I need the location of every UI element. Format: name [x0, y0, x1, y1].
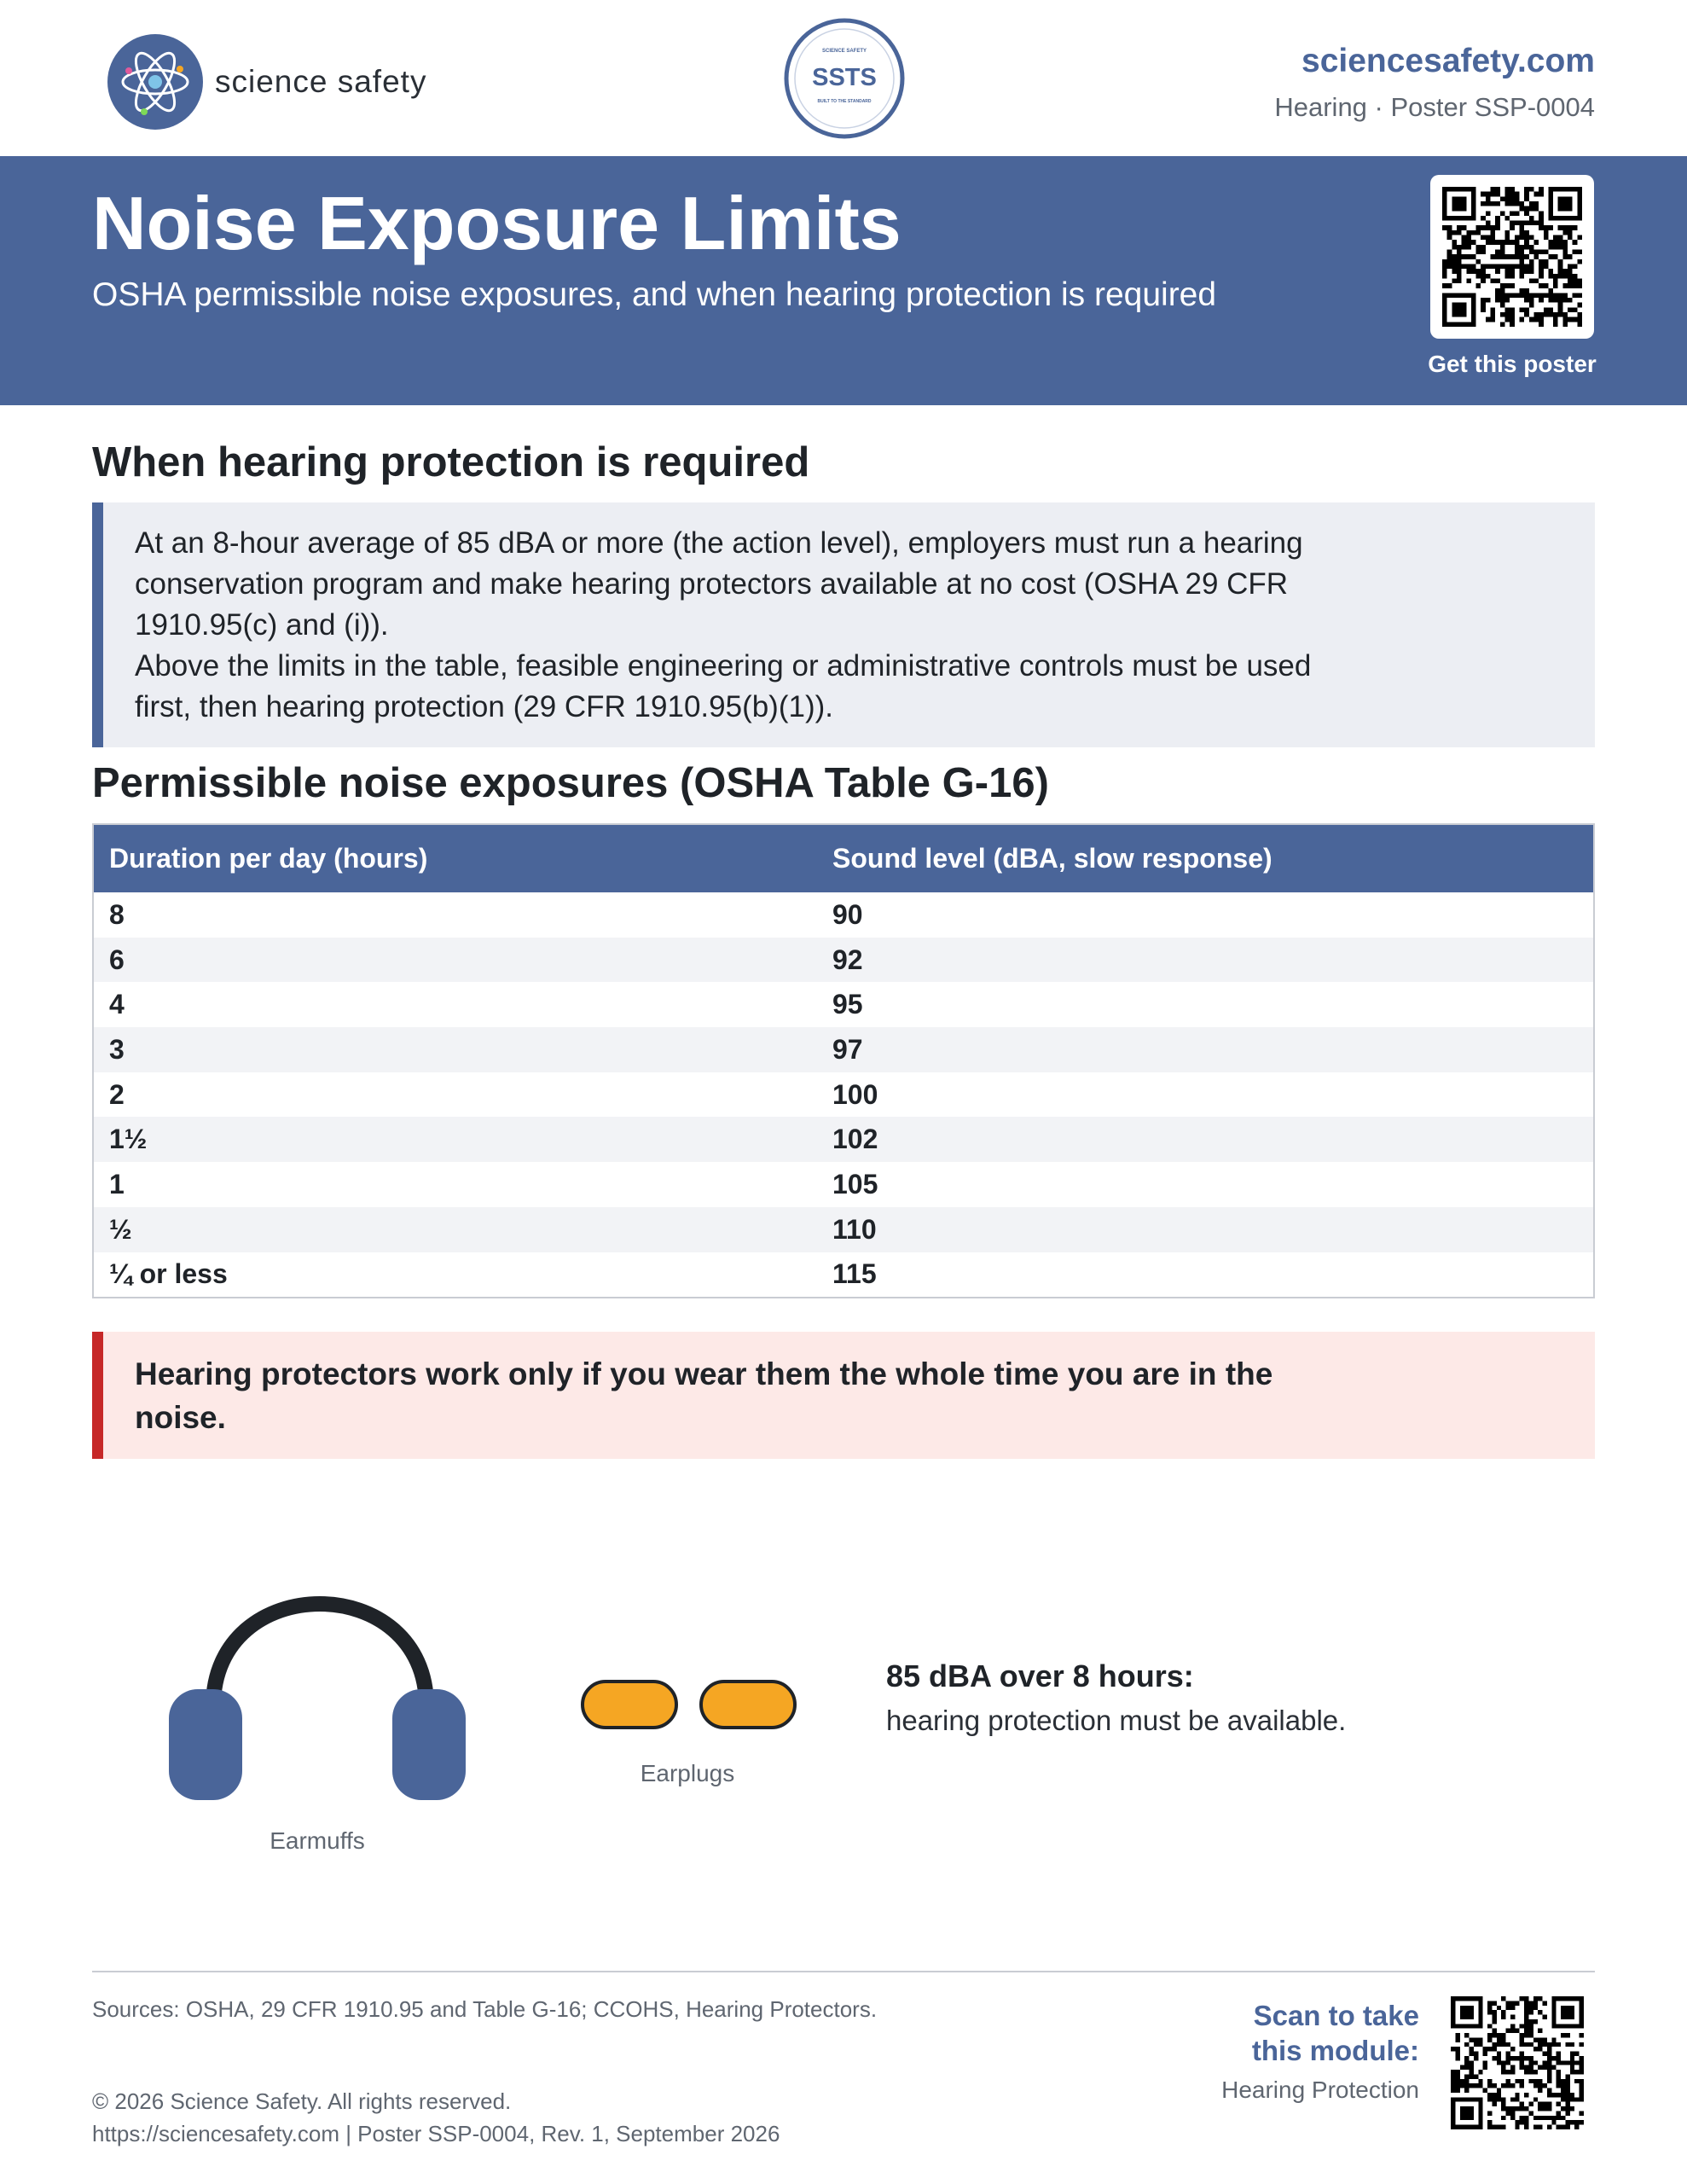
earplugs-label: Earplugs: [640, 1760, 735, 1786]
sound-level-cell: 95: [832, 989, 863, 1020]
seal-top-text: SCIENCE SAFETY: [821, 49, 867, 54]
duration-cell: ¼ or less: [109, 1258, 228, 1290]
earmuffs-label: Earmuffs: [270, 1827, 365, 1854]
noise-exposure-table: [92, 823, 1595, 1298]
protection-paragraph-1: At an 8-hour average of 85 dBA or more (the action level), employers must run a hearing conservation program and make hearing protectors available at no cost (OSHA 29 CFR 1910.95(c) and (i)).: [135, 526, 1303, 642]
copyright-text: © 2026 Science Safety. All rights reserved.: [92, 2088, 512, 2114]
ssts-seal: [784, 18, 905, 139]
duration-cell: 6: [109, 944, 125, 975]
action-level-callout: [886, 1658, 1346, 1737]
table-row: [94, 982, 1593, 1027]
copyright-block: [92, 2085, 780, 2150]
sound-level-cell: 100: [832, 1078, 878, 1110]
sound-level-cell: 115: [832, 1258, 877, 1290]
seal-main-text: SSTS: [812, 64, 877, 91]
sources-text: Sources: OSHA, 29 CFR 1910.95 and Table G-16; CCOHS, Hearing Protectors.: [92, 1996, 878, 2022]
title-banner: [0, 156, 1687, 405]
sound-level-cell: 90: [832, 898, 863, 930]
protection-note: [92, 502, 1595, 747]
warning-callout: [92, 1332, 1595, 1459]
module-qr-code-icon[interactable]: [1451, 1996, 1584, 2129]
sound-level-cell: 105: [832, 1168, 878, 1199]
sound-level-cell: 102: [832, 1124, 878, 1155]
sound-level-cell: 110: [832, 1213, 877, 1245]
column-header-duration: Duration per day (hours): [109, 843, 428, 874]
table-row: [94, 1117, 1593, 1162]
site-info: [1274, 43, 1595, 123]
callout-body: hearing protection must be available.: [886, 1705, 1347, 1736]
table-row: [94, 1027, 1593, 1072]
protection-paragraph-2: Above the limits in the table, feasible engineering or administrative controls must be used first, then hearing protection (29 CFR 1910.95(b)(1)).: [135, 649, 1312, 723]
sound-level-cell: 97: [832, 1033, 863, 1065]
brand-logo[interactable]: [107, 34, 426, 130]
table-body: [94, 892, 1593, 1297]
scan-module-name: Hearing Protection: [1221, 2077, 1419, 2103]
duration-cell: 1: [109, 1168, 125, 1199]
sound-level-cell: 92: [832, 944, 863, 975]
duration-cell: ½: [109, 1213, 132, 1245]
warning-text: Hearing protectors work only if you wear them the whole time you are in the noise.: [135, 1356, 1273, 1435]
table-row: [94, 892, 1593, 938]
atom-icon: [107, 34, 203, 130]
table-row: [94, 1162, 1593, 1207]
table-header: [94, 825, 1593, 892]
callout-title: 85 dBA over 8 hours:: [886, 1658, 1194, 1693]
table-row: [94, 1072, 1593, 1118]
table-row: [94, 1207, 1593, 1252]
section-heading-protection: When hearing protection is required: [92, 439, 810, 485]
duration-cell: 2: [109, 1078, 125, 1110]
earmuffs-icon: [162, 1553, 478, 1809]
column-header-sound-level: Sound level (dBA, slow response): [832, 843, 1272, 874]
duration-cell: 1½: [109, 1124, 148, 1155]
duration-cell: 4: [109, 989, 125, 1020]
top-header: [0, 0, 1687, 156]
duration-cell: 3: [109, 1033, 125, 1065]
logo-text: science safety: [215, 64, 427, 99]
page-title: Noise Exposure Limits: [92, 181, 901, 265]
qr-caption: Get this poster: [1428, 351, 1597, 377]
poster-qr-code[interactable]: [1430, 175, 1594, 339]
duration-cell: 8: [109, 898, 125, 930]
poster-reference: Hearing · Poster SSP-0004: [1274, 92, 1595, 122]
table-row: [94, 938, 1593, 983]
qr-code-icon: [1442, 187, 1582, 327]
earplugs-icon: [577, 1672, 798, 1740]
section-heading-table: Permissible noise exposures (OSHA Table G-16): [92, 760, 1049, 806]
table-row: [94, 1252, 1593, 1298]
seal-bottom-text: BUILT TO THE STANDARD: [817, 99, 872, 104]
scan-title: Scan to take this module:: [1251, 2000, 1419, 2066]
page-subtitle: OSHA permissible noise exposures, and when hearing protection is required: [92, 276, 1217, 313]
footer-reference-link[interactable]: https://sciencesafety.com | Poster SSP-0004, Rev. 1, September 2026: [92, 2121, 780, 2146]
site-url-link[interactable]: sciencesafety.com: [1301, 43, 1595, 79]
footer-divider: [92, 1971, 1595, 1972]
scan-module-block: [1215, 1998, 1419, 2104]
